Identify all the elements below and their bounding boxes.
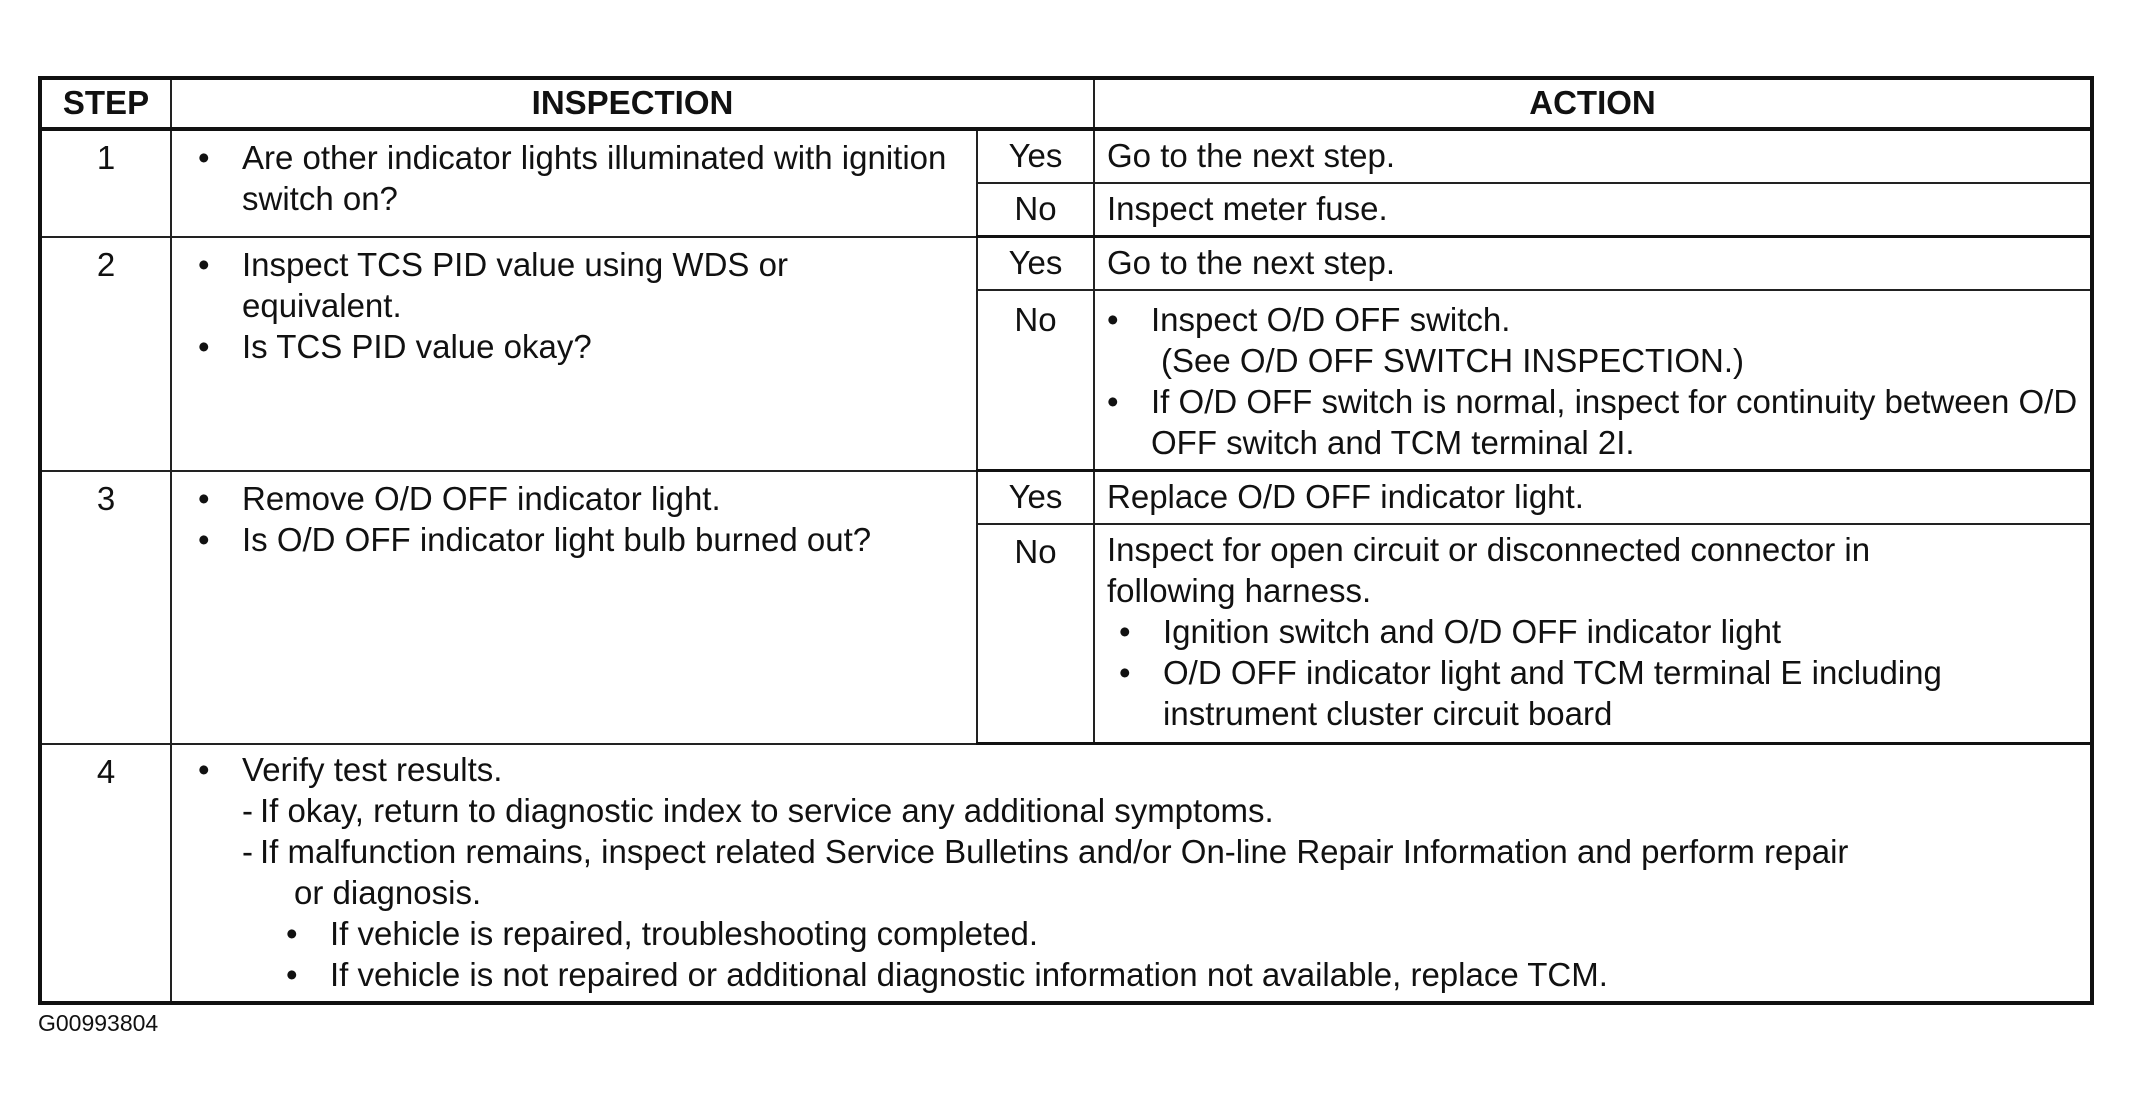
step-number: 3	[40, 471, 171, 744]
sub-item: • If vehicle is not repaired or additional diagnostic information not available, replace TCM.	[198, 954, 2080, 995]
header-row	[40, 78, 2092, 129]
step-number: 4	[40, 744, 171, 1004]
inspection-item: • Is O/D OFF indicator light bulb burned out?	[198, 519, 966, 560]
action-header: ACTION	[1094, 78, 2092, 129]
inspection-cell	[171, 744, 2092, 1004]
inspection-item: • Are other indicator lights illuminated with ignition switch on?	[198, 137, 966, 219]
sub-item: • If vehicle is repaired, troubleshooting completed.	[198, 913, 2080, 954]
action-item	[1107, 299, 2080, 381]
dash-item: - If okay, return to diagnostic index to service any additional symptoms.	[242, 792, 1274, 829]
action-no: Inspect meter fuse.	[1094, 183, 2092, 237]
table-row	[40, 471, 2092, 525]
no-label: No	[977, 524, 1094, 744]
inspection-item: • Verify test results.	[198, 749, 2080, 790]
table-row	[40, 237, 2092, 291]
action-yes: Go to the next step.	[1094, 237, 2092, 291]
action-no-cell	[1094, 524, 2092, 744]
action-item: • O/D OFF indicator light and TCM terminal E including instrument cluster circuit board	[1119, 652, 2080, 734]
action-no-cell	[1094, 290, 2092, 471]
inspection-cell	[171, 237, 977, 471]
inspection-cell	[171, 129, 977, 237]
dash-text: If okay, return to diagnostic index to service any additional symptoms.	[260, 792, 1274, 829]
dash-text: If malfunction remains, inspect related Service Bulletins and/or On-line Repair Information and perform repair	[260, 833, 1849, 870]
figure-id: G00993804	[38, 1010, 159, 1036]
action-item: • Ignition switch and O/D OFF indicator light	[1119, 611, 2080, 652]
step-number: 2	[40, 237, 171, 471]
inspection-item: • Inspect TCS PID value using WDS or equivalent.	[198, 244, 842, 326]
no-label: No	[977, 290, 1094, 471]
yes-label: Yes	[977, 237, 1094, 291]
inspection-cell	[171, 471, 977, 744]
action-text: Inspect for open circuit or disconnected connector in following harness.	[1107, 531, 1871, 609]
yes-label: Yes	[977, 471, 1094, 525]
table-row	[40, 129, 2092, 183]
action-item: • If O/D OFF switch is normal, inspect for continuity between O/D OFF switch and TCM terminal 2I.	[1107, 381, 2080, 463]
table-row	[40, 744, 2092, 1004]
yes-label: Yes	[977, 129, 1094, 183]
action-yes: Go to the next step.	[1094, 129, 2092, 183]
no-label: No	[977, 183, 1094, 237]
dash-item: - If malfunction remains, inspect related Service Bulletins and/or On-line Repair Information and perform repair	[242, 833, 1849, 870]
action-item-text: Inspect O/D OFF switch.	[1151, 301, 1511, 338]
step-number: 1	[40, 129, 171, 237]
dash-continuation: or diagnosis.	[294, 874, 482, 911]
action-note: (See O/D OFF SWITCH INSPECTION.)	[1161, 342, 1745, 379]
inspection-header: INSPECTION	[171, 78, 1094, 129]
diagnostic-table	[38, 76, 2094, 1005]
inspection-item: • Is TCS PID value okay?	[198, 326, 966, 367]
step-header: STEP	[40, 78, 171, 129]
action-yes: Replace O/D OFF indicator light.	[1094, 471, 2092, 525]
inspection-item: • Remove O/D OFF indicator light.	[198, 478, 966, 519]
